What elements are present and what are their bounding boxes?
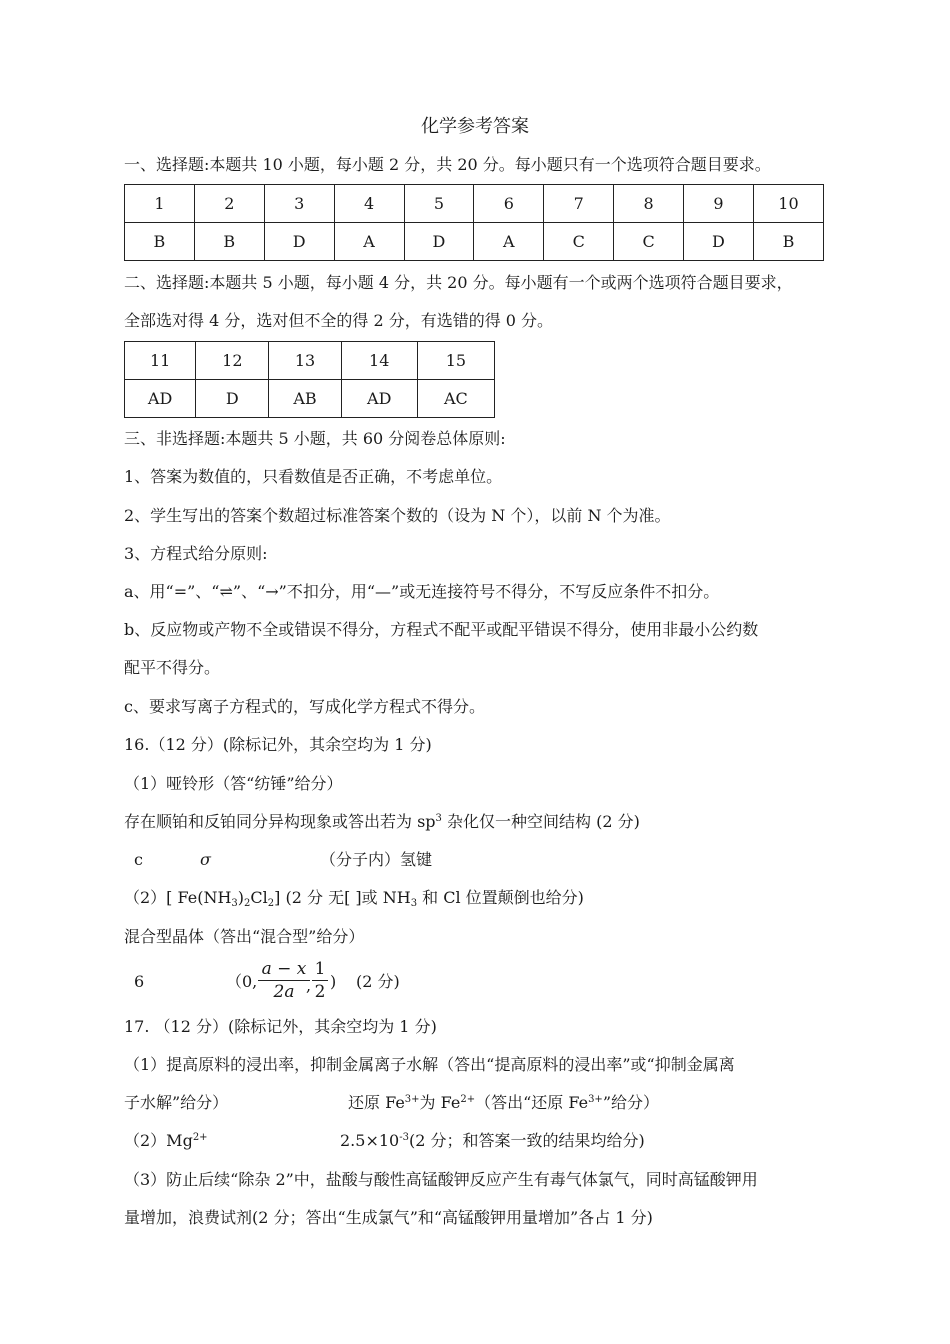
rule-2: 2、学生写出的答案个数超过标准答案个数的（设为 N 个），以前 N 个为准。 xyxy=(124,506,671,525)
part1-heading: 一、选择题:本题共 10 小题，每小题 2 分，共 20 分。每小题只有一个选项符合题目要求。 xyxy=(124,155,771,174)
question-number: 15 xyxy=(417,342,494,380)
rule-c: c、要求写离子方程式的，写成化学方程式不得分。 xyxy=(124,697,485,716)
rule-a: a、用“=”、“⇌”、“→”不扣分，用“—”或无连接符号不得分，不写反应条件不扣分。 xyxy=(124,582,720,601)
q16-part1-explanation xyxy=(124,812,640,832)
q16-fraction-one-half xyxy=(312,959,328,1002)
q16-coordination-number: 6 xyxy=(134,972,145,991)
q16-coord-open: （0, xyxy=(226,972,258,991)
answer-cell: AB xyxy=(269,380,341,418)
q16-crystal-type: 混合型晶体（答出“混合型”给分） xyxy=(124,927,365,946)
text: ) xyxy=(237,888,245,907)
table-row xyxy=(125,380,495,418)
q16-hbond-answer: （分子内）氢键 xyxy=(320,850,433,869)
table-row xyxy=(125,223,824,261)
answer-cell: B xyxy=(194,223,264,261)
question-number: 10 xyxy=(753,185,823,223)
answer-cell: B xyxy=(125,223,195,261)
table-row xyxy=(125,185,824,223)
text: （2）Mg xyxy=(124,1131,193,1150)
answer-cell: AC xyxy=(417,380,494,418)
text: （答出“还原 Fe xyxy=(475,1093,589,1112)
q17-part1-line2: 子水解”给分） xyxy=(124,1093,229,1112)
fraction-denominator: 2 xyxy=(314,982,326,1002)
q16-part1: （1）哑铃形（答“纺锤”给分） xyxy=(124,774,343,793)
question-number: 8 xyxy=(614,185,684,223)
answer-cell: C xyxy=(544,223,614,261)
part2-heading-line1: 二、选择题:本题共 5 小题，每小题 4 分，共 20 分。每小题有一个或两个选项符合题目要求， xyxy=(124,273,793,292)
q16-coord-comma: , xyxy=(306,976,312,995)
answer-cell: D xyxy=(684,223,754,261)
q17-header: 17. （12 分）(除标记外，其余空均为 1 分) xyxy=(124,1017,437,1036)
question-number: 9 xyxy=(684,185,754,223)
text: Cl xyxy=(250,888,268,907)
text: ] (2 分 无[ ]或 NH xyxy=(274,888,411,907)
superscript: -3 xyxy=(399,1132,409,1143)
text: 杂化仅一种空间结构 (2 分) xyxy=(441,812,640,831)
subscript: 2 xyxy=(267,898,275,909)
text: 和 Cl 位置颠倒也给分) xyxy=(417,888,584,907)
superscript: 2+ xyxy=(460,1094,476,1105)
q16-fraction-a-x-over-2a xyxy=(258,959,310,1002)
superscript: 3+ xyxy=(404,1094,420,1105)
fraction-numerator: 1 xyxy=(312,959,328,981)
answer-cell: D xyxy=(196,380,269,418)
fraction-numerator: a − x xyxy=(258,959,310,981)
text: 为 Fe xyxy=(419,1093,461,1112)
question-number: 12 xyxy=(196,342,269,380)
subscript: 3 xyxy=(410,898,418,909)
q17-part3-line2: 量增加，浪费试剂(2 分；答出“生成氯气”和“高锰酸钾用量增加”各占 1 分) xyxy=(124,1208,653,1227)
subscript: 2 xyxy=(244,898,251,909)
q16-header: 16.（12 分）(除标记外，其余空均为 1 分) xyxy=(124,735,432,754)
page-title: 化学参考答案 xyxy=(421,116,529,137)
q16-c-answer: c xyxy=(134,850,143,869)
question-number: 5 xyxy=(404,185,474,223)
q16-part2 xyxy=(124,888,584,908)
q16-coord-close: ) xyxy=(330,972,337,991)
fraction-denominator: 2a xyxy=(273,982,295,1002)
answer-cell: D xyxy=(404,223,474,261)
part3-heading: 三、非选择题:本题共 5 小题，共 60 分阅卷总体原则: xyxy=(124,429,506,448)
question-number: 11 xyxy=(125,342,196,380)
answer-cell: C xyxy=(614,223,684,261)
rule-1: 1、答案为数值的，只看数值是否正确，不考虑单位。 xyxy=(124,467,503,486)
text: 2.5×10 xyxy=(340,1131,400,1150)
part2-answer-table xyxy=(124,341,495,418)
answer-cell: D xyxy=(264,223,334,261)
table-row xyxy=(125,342,495,380)
answer-cell: A xyxy=(474,223,544,261)
subscript: 3 xyxy=(231,898,238,909)
rule-b-line1: b、反应物或产物不全或错误不得分，方程式不配平或配平错误不得分，使用非最小公约数 xyxy=(124,620,759,639)
q17-part2-ion xyxy=(124,1131,208,1151)
q16-sigma-answer: σ xyxy=(200,850,211,869)
answer-cell: B xyxy=(753,223,823,261)
question-number: 3 xyxy=(264,185,334,223)
question-number: 6 xyxy=(474,185,544,223)
answer-cell: AD xyxy=(125,380,196,418)
superscript: 2+ xyxy=(192,1132,208,1143)
q16-coord-score: (2 分) xyxy=(356,972,400,991)
question-number: 7 xyxy=(544,185,614,223)
text: 存在顺铂和反铂同分异构现象或答出若为 sp xyxy=(124,812,436,831)
text: ”给分） xyxy=(602,1093,659,1112)
q17-part1-line1: （1）提高原料的浸出率，抑制金属离子水解（答出“提高原料的浸出率”或“抑制金属离 xyxy=(124,1055,735,1074)
question-number: 1 xyxy=(125,185,195,223)
part2-heading-line2: 全部选对得 4 分，选对但不全的得 2 分，有选错的得 0 分。 xyxy=(124,311,554,330)
q17-part2-value xyxy=(340,1131,645,1151)
question-number: 13 xyxy=(269,342,341,380)
question-number: 14 xyxy=(341,342,417,380)
q17-reduce-answer xyxy=(348,1093,659,1113)
text: 还原 Fe xyxy=(348,1093,405,1112)
part1-answer-table xyxy=(124,184,824,261)
answer-cell: A xyxy=(334,223,404,261)
rule-b-line2: 配平不得分。 xyxy=(124,658,221,677)
superscript: 3+ xyxy=(588,1094,603,1105)
superscript: 3 xyxy=(435,813,442,824)
question-number: 4 xyxy=(334,185,404,223)
text: （2）[ Fe(NH xyxy=(124,888,232,907)
rule-3: 3、方程式给分原则: xyxy=(124,544,268,563)
answer-cell: AD xyxy=(341,380,417,418)
text: (2 分；和答案一致的结果均给分) xyxy=(408,1131,645,1150)
q17-part3-line1: （3）防止后续“除杂 2”中，盐酸与酸性高锰酸钾反应产生有毒气体氯气，同时高锰酸钾用 xyxy=(124,1170,758,1189)
question-number: 2 xyxy=(194,185,264,223)
